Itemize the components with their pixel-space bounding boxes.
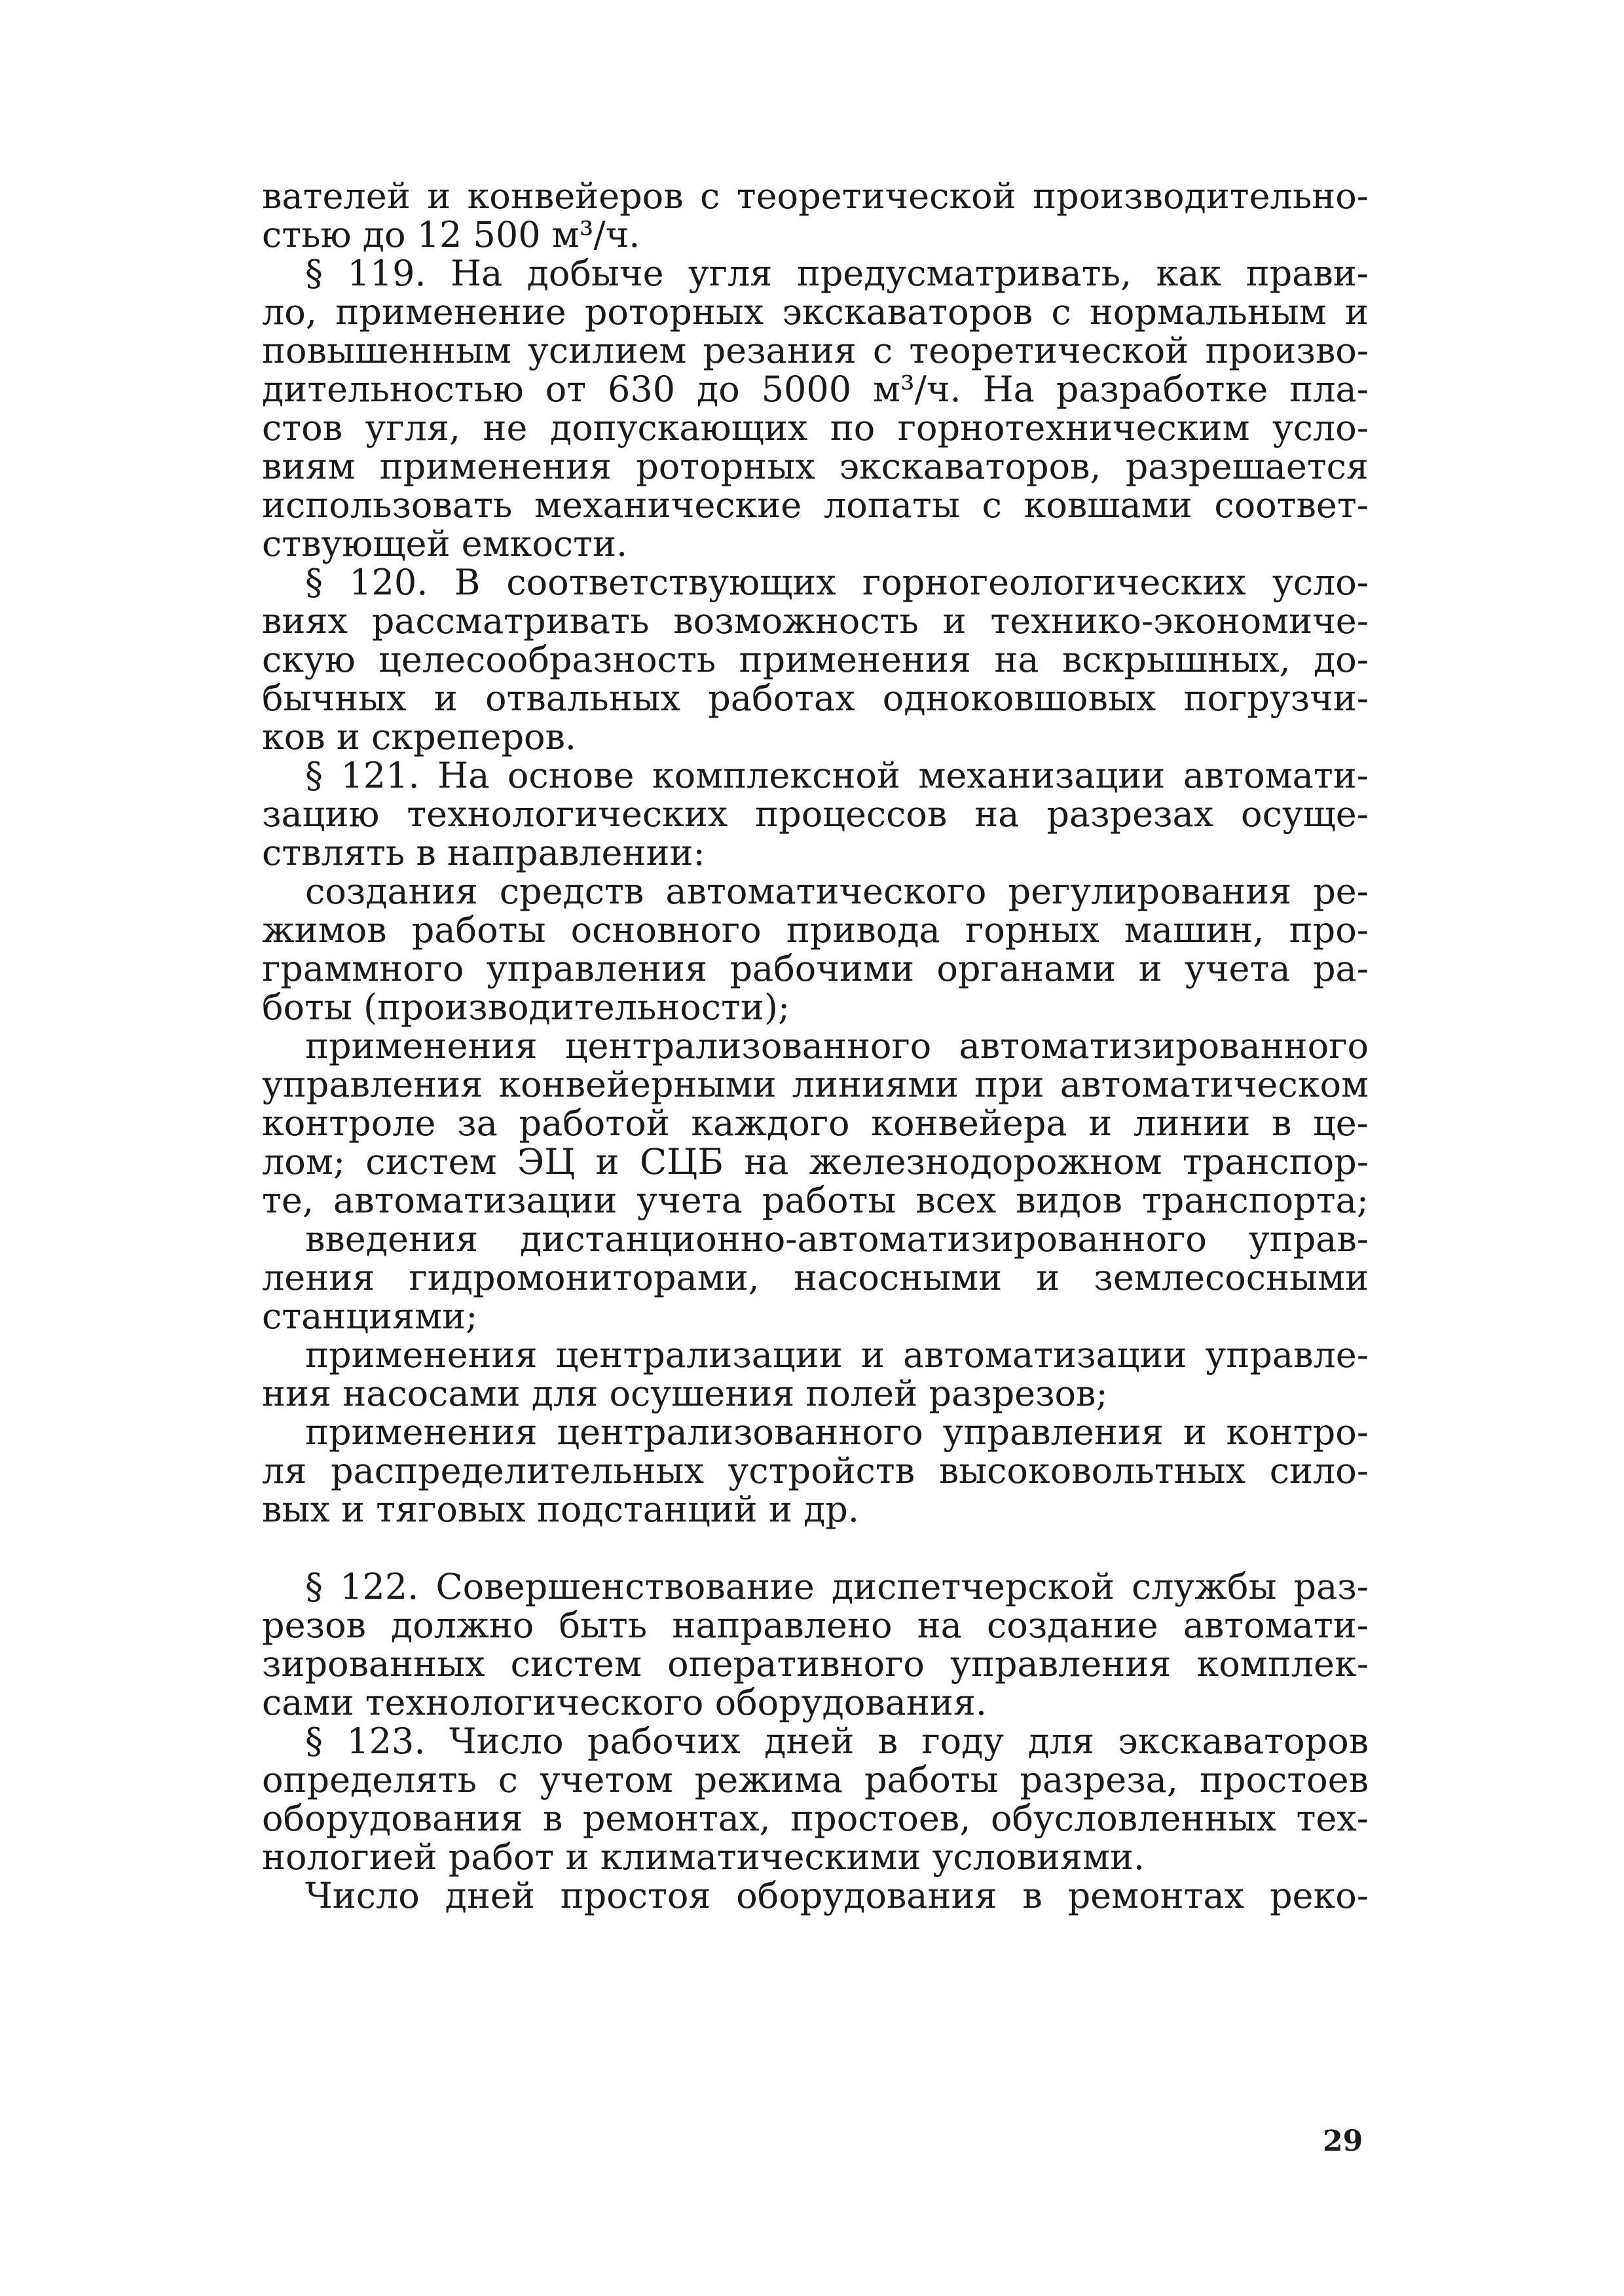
text-line: § 121. На основе комплексной механизации автомати- [305,755,1369,796]
text-line: жимов работы основного привода горных машин, про- [262,909,1369,951]
text-line: зацию технологических процессов на разрезах осуще- [262,793,1369,835]
text-line: ния насосами для осушения полей разрезов; [262,1373,1108,1414]
text-line: управления конвейерными линиями при автоматическом [262,1064,1369,1105]
text-line: ствлять в направлении: [262,832,705,873]
text-line: сами технологического оборудования. [262,1682,987,1723]
text-line: вых и тяговых подстанций и др. [262,1489,859,1530]
text-line: оборудования в ремонтах, простоев, обусловленных тех- [262,1798,1369,1839]
text-line: те, автоматизации учета работы всех видов транспорта; [262,1180,1369,1221]
text-line: использовать механические лопаты с ковшами соответ- [262,484,1369,526]
text-line: применения централизованного автоматизированного [305,1025,1369,1066]
text-line: резов должно быть направлено на создание автомати- [262,1605,1369,1646]
text-line: дительностью от 630 до 5000 м³/ч. На разработке пла- [262,369,1369,410]
text-line: стов угля, не допускающих по горнотехническим усло- [262,407,1369,448]
text-line: определять с учетом режима работы разреза, простоев [262,1759,1369,1800]
text-line: § 120. В соответствующих горногеологических усло- [305,562,1369,603]
text-line: создания средств автоматического регулирования ре- [305,871,1369,912]
text-line: введения дистанционно-автоматизированного управ- [305,1218,1369,1260]
text-line: ков и скреперов. [262,716,577,757]
text-line: граммного управления рабочими органами и учета ра- [262,948,1369,989]
text-line: ления гидромониторами, насосными и землесосными [262,1257,1369,1298]
text-line: повышенным усилием резания с теоретической произво- [262,330,1369,371]
text-line: виях рассматривать возможность и технико-экономиче- [262,600,1369,642]
text-line: ствующей емкости. [262,523,628,564]
text-line: станциями; [262,1296,478,1337]
text-line: ло, применение роторных экскаваторов с нормальным и [262,291,1369,333]
text-line: Число дней простоя оборудования в ремонтах реко- [305,1875,1369,1916]
text-line: вателей и конвейеров с теоретической производительно- [262,175,1369,217]
text-line: бычных и отвальных работах одноковшовых погрузчи- [262,678,1369,719]
paragraph-gap [262,1529,1369,1567]
text-line: ля распределительных устройств высоковольтных сило- [262,1450,1369,1491]
text-line: § 122. Совершенствование диспетчерской службы раз- [305,1566,1369,1607]
text-line: применения централизованного управления и контро- [305,1412,1369,1453]
text-line: § 119. На добыче угля предусматривать, как прави- [305,253,1369,294]
text-line: лом; систем ЭЦ и СЦБ на железнодорожном транспор- [262,1141,1369,1182]
text-line: контроле за работой каждого конвейера и линии в це- [262,1102,1369,1144]
text-line: скую целесообразность применения на вскрышных, до- [262,639,1369,680]
text-line: виям применения роторных экскаваторов, разрешается [262,446,1369,487]
text-line: применения централизации и автоматизации управле- [305,1334,1369,1376]
text-line: нологией работ и климатическими условиями. [262,1836,1145,1878]
body-text [262,177,1369,1915]
text-line: стью до 12 500 м³/ч. [262,214,640,255]
text-line: § 123. Число рабочих дней в году для экскаваторов [305,1721,1369,1762]
text-line: боты (производительности); [262,987,790,1028]
text-line: зированных систем оперативного управления комплек- [262,1643,1369,1685]
page-number: 29 [1323,2124,1363,2158]
